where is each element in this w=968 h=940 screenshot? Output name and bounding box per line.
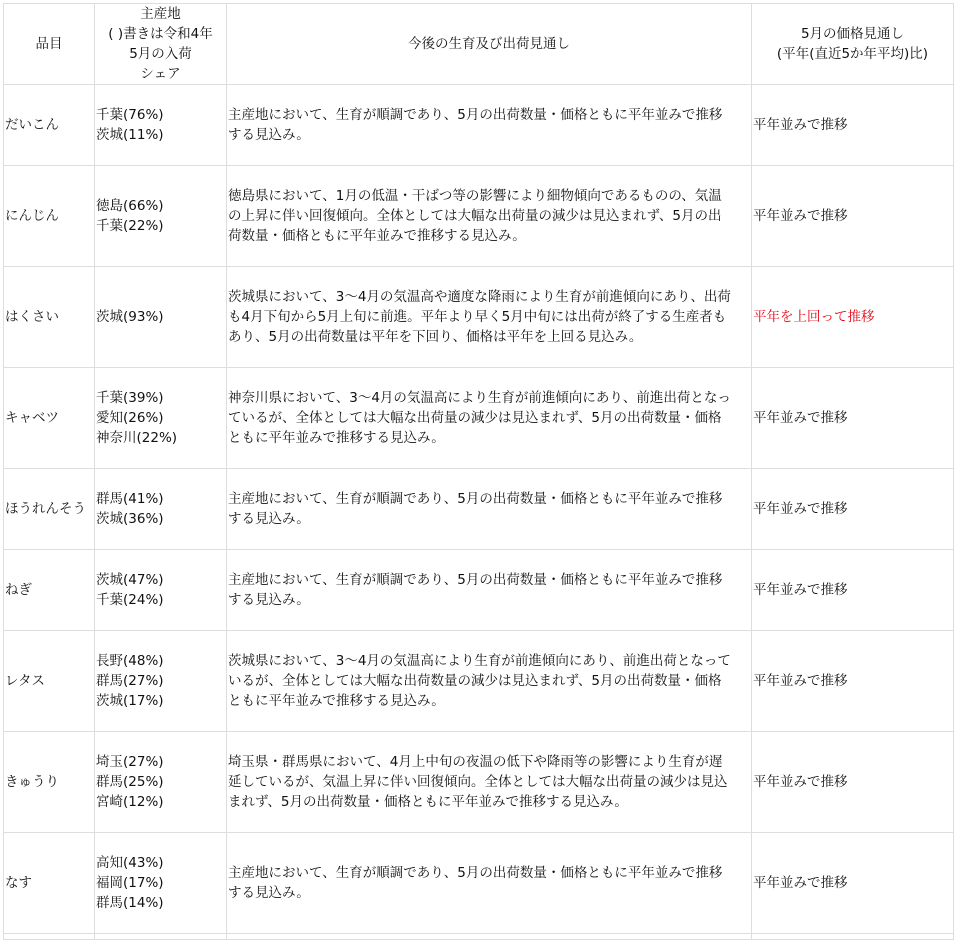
price-cell — [752, 469, 954, 550]
area-cell — [95, 550, 227, 631]
outlook-text: の上昇に伴い回復傾向。全体としては大幅な出荷量の減少は見込まれず、5月の出 — [228, 208, 722, 224]
outlook-text: 埼玉県・群馬県において、4月上中旬の夜温の低下や降雨等の影響により生育が遅 — [228, 754, 723, 770]
area-share: 徳島(66%) — [96, 198, 164, 214]
outlook-text: する見込み。 — [228, 592, 310, 608]
outlook-text: 徳島県において、1月の低温・干ばつ等の影響により細物傾向であるものの、気温 — [228, 188, 722, 204]
header-area-line: ( )書きは令和4年 — [108, 26, 213, 42]
item-name: ほうれんそう — [5, 501, 86, 517]
header-price — [752, 4, 954, 85]
outlook-cell — [227, 732, 752, 833]
area-cell — [95, 469, 227, 550]
header-outlook — [227, 4, 752, 85]
item-name: ねぎ — [5, 582, 32, 598]
price-outlook: 平年並みで推移 — [753, 501, 848, 517]
header-outlook-label: 今後の生育及び出荷見通し — [408, 36, 570, 52]
outlook-text: 茨城県において、3～4月の気温高により生育が前進傾向にあり、前進出荷となって — [228, 653, 731, 669]
header-item-label: 品目 — [35, 36, 63, 52]
outlook-text: 神奈川県において、3～4月の気温高により生育が前進傾向にあり、前進出荷となっ — [228, 390, 731, 406]
outlook-cell — [227, 267, 752, 368]
price-outlook: 平年並みで推移 — [753, 875, 848, 891]
area-share: 群馬(27%) — [96, 673, 164, 689]
price-cell — [752, 550, 954, 631]
area-share: 茨城(93%) — [96, 309, 164, 325]
table-row — [4, 732, 954, 833]
outlook-cell — [227, 833, 752, 934]
outlook-cell — [227, 631, 752, 732]
header-area-line: シェア — [140, 66, 181, 82]
header-price-line: (平年(直近5か年平均)比) — [776, 46, 929, 62]
area-share: 千葉(24%) — [96, 592, 164, 608]
price-outlook: 平年並みで推移 — [753, 582, 848, 598]
price-cell — [752, 368, 954, 469]
outlook-text: あり、5月の出荷数量は平年を下回り、価格は平年を上回る見込み。 — [228, 329, 643, 345]
area-cell — [95, 166, 227, 267]
outlook-text: 主産地において、生育が順調であり、5月の出荷数量・価格ともに平年並みで推移 — [228, 865, 723, 881]
outlook-text: する見込み。 — [228, 885, 310, 901]
item-name: レタス — [5, 673, 45, 689]
outlook-cell — [227, 85, 752, 166]
outlook-text: ているが、全体としては大幅な出荷量の減少は見込まれず、5月の出荷数量・価格 — [228, 410, 722, 426]
item-name: はくさい — [5, 309, 59, 325]
price-outlook: 平年並みで推移 — [753, 673, 848, 689]
area-share: 福岡(17%) — [96, 875, 164, 891]
outlook-text: も4月下旬から5月上旬に前進。平年より早く5月中旬には出荷が終了する生産者も — [228, 309, 727, 325]
table-row — [4, 469, 954, 550]
area-share: 群馬(41%) — [96, 491, 164, 507]
item-name: にんじん — [5, 208, 59, 224]
header-row — [4, 4, 954, 85]
header-area-line: 5月の入荷 — [129, 46, 192, 62]
price-outlook: 平年並みで推移 — [753, 117, 848, 133]
outlook-cell — [227, 368, 752, 469]
outlook-text: 荷数量・価格ともに平年並みで推移する見込み。 — [228, 228, 526, 244]
outlook-text: いるが、全体としては大幅な出荷数量の減少は見込まれず、5月の出荷数量・価格 — [228, 673, 722, 689]
price-cell — [752, 833, 954, 934]
price-outlook: 平年並みで推移 — [753, 410, 848, 426]
area-share: 茨城(17%) — [96, 693, 164, 709]
area-share: 茨城(11%) — [96, 127, 164, 143]
area-share: 高知(43%) — [96, 855, 164, 871]
area-share: 群馬(25%) — [96, 774, 164, 790]
area-share: 神奈川(22%) — [96, 430, 178, 446]
outlook-text: 主産地において、生育が順調であり、5月の出荷数量・価格ともに平年並みで推移 — [228, 107, 723, 123]
area-share: 千葉(39%) — [96, 390, 164, 406]
header-area — [95, 4, 227, 85]
area-cell — [95, 368, 227, 469]
table-row — [4, 85, 954, 166]
area-share: 愛知(26%) — [96, 410, 164, 426]
price-outlook: 平年並みで推移 — [753, 208, 848, 224]
area-cell — [95, 833, 227, 934]
table-row — [4, 166, 954, 267]
area-share: 埼玉(27%) — [96, 754, 164, 770]
outlook-text: 延しているが、気温上昇に伴い回復傾向。全体としては大幅な出荷量の減少は見込 — [228, 774, 728, 790]
price-cell — [752, 732, 954, 833]
area-share: 宮崎(12%) — [96, 794, 164, 810]
header-item — [4, 4, 95, 85]
price-outlook-table — [3, 3, 954, 940]
outlook-text: する見込み。 — [228, 127, 310, 143]
outlook-text: ともに平年並みで推移する見込み。 — [228, 430, 445, 446]
item-name: なす — [5, 875, 32, 891]
item-cell — [4, 368, 95, 469]
area-share: 長野(48%) — [96, 653, 164, 669]
outlook-text: する見込み。 — [228, 511, 310, 527]
item-cell — [4, 631, 95, 732]
price-cell — [752, 631, 954, 732]
item-cell — [4, 550, 95, 631]
outlook-text: 茨城県において、3～4月の気温高や適度な降雨により生育が前進傾向にあり、出荷 — [228, 289, 731, 305]
header-price-line: 5月の価格見通し — [800, 26, 905, 42]
area-share: 千葉(76%) — [96, 107, 164, 123]
outlook-text: 主産地において、生育が順調であり、5月の出荷数量・価格ともに平年並みで推移 — [228, 491, 723, 507]
item-cell — [4, 732, 95, 833]
outlook-cell — [227, 469, 752, 550]
outlook-cell — [227, 166, 752, 267]
area-cell — [95, 732, 227, 833]
outlook-cell — [227, 550, 752, 631]
area-share: 群馬(14%) — [96, 895, 164, 911]
table-row — [4, 368, 954, 469]
area-share: 千葉(22%) — [96, 218, 164, 234]
price-cell — [752, 166, 954, 267]
item-cell — [4, 833, 95, 934]
outlook-text: 主産地において、生育が順調であり、5月の出荷数量・価格ともに平年並みで推移 — [228, 572, 723, 588]
item-name: きゅうり — [5, 774, 59, 790]
price-outlook: 平年並みで推移 — [753, 774, 848, 790]
outlook-text: まれず、5月の出荷数量・価格ともに平年並みで推移する見込み。 — [228, 794, 628, 810]
header-area-line: 主産地 — [140, 6, 181, 22]
area-cell — [95, 85, 227, 166]
table-row — [4, 631, 954, 732]
item-cell — [4, 267, 95, 368]
price-cell — [752, 85, 954, 166]
outlook-text: ともに平年並みで推移する見込み。 — [228, 693, 445, 709]
area-share: 茨城(36%) — [96, 511, 164, 527]
price-cell — [752, 267, 954, 368]
item-name: だいこん — [5, 117, 59, 133]
area-share: 茨城(47%) — [96, 572, 164, 588]
table-row — [4, 833, 954, 934]
item-cell — [4, 469, 95, 550]
item-name: キャベツ — [5, 410, 59, 426]
area-cell — [95, 631, 227, 732]
item-cell — [4, 85, 95, 166]
price-outlook-highlight: 平年を上回って推移 — [753, 309, 875, 325]
table-row — [4, 550, 954, 631]
area-cell — [95, 267, 227, 368]
item-cell — [4, 166, 95, 267]
table-row — [4, 267, 954, 368]
